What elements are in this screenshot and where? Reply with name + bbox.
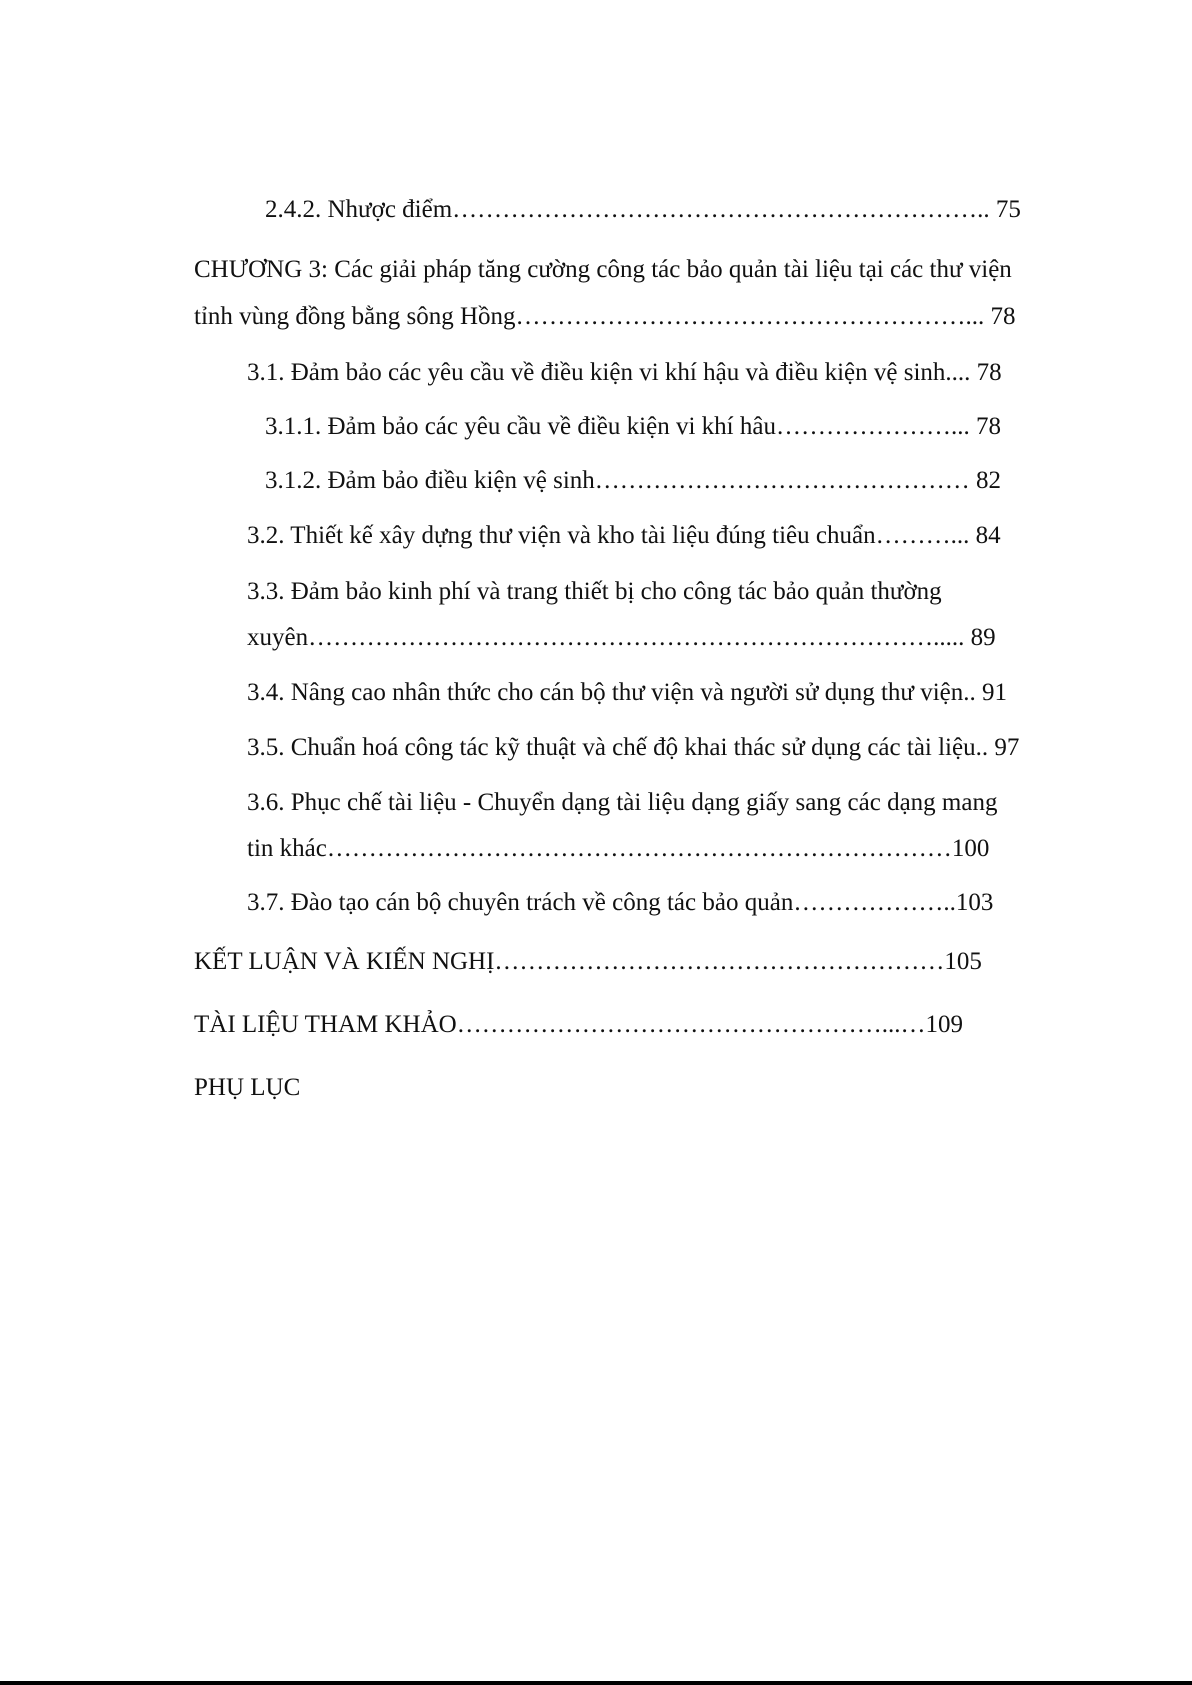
toc-entry-3-1-2: 3.1.2. Đảm bảo điều kiện vệ sinh……………………………………… 82 <box>265 467 1002 494</box>
toc-entry-3-2: 3.2. Thiết kế xây dựng thư viện và kho tài liệu đúng tiêu chuẩn………... 84 <box>247 522 1001 549</box>
bottom-edge-rule <box>0 1681 1192 1685</box>
toc-entry-3-3-line-2: xuyên…………………………………………………………………..... 89 <box>247 624 996 651</box>
toc-entry-references: TÀI LIỆU THAM KHẢO……………………………………………...…109 <box>194 1011 963 1038</box>
toc-entry-3-6-line-2: tin khác…………………………………………………………………100 <box>247 835 990 862</box>
toc-entry-2-4-2: 2.4.2. Nhược điểm……………………………………………………….. 75 <box>265 196 1021 223</box>
toc-entry-3-1: 3.1. Đảm bảo các yêu cầu về điều kiện vi khí hậu và điều kiện vệ sinh.... 78 <box>247 359 1002 386</box>
toc-entry-conclusion: KẾT LUẬN VÀ KIẾN NGHỊ………………………………………………105 <box>194 948 982 975</box>
toc-entry-3-7: 3.7. Đào tạo cán bộ chuyên trách về công tác bảo quản………………..103 <box>247 889 994 916</box>
toc-entry-3-4: 3.4. Nâng cao nhân thức cho cán bộ thư viện và người sử dụng thư viện.. 91 <box>247 679 1007 706</box>
toc-entry-3-6-line-1: 3.6. Phục chế tài liệu - Chuyển dạng tài liệu dạng giấy sang các dạng mang <box>247 789 998 816</box>
toc-entry-3-5: 3.5. Chuẩn hoá công tác kỹ thuật và chế độ khai thác sử dụng các tài liệu.. 97 <box>247 734 1020 761</box>
toc-entry-appendix: PHỤ LỤC <box>194 1074 301 1101</box>
toc-entry-chapter-3-line-2: tỉnh vùng đồng bằng sông Hồng………………………………………………... 78 <box>194 303 1016 330</box>
toc-entry-chapter-3-line-1: CHƯƠNG 3: Các giải pháp tăng cường công tác bảo quản tài liệu tại các thư viện <box>194 256 1012 283</box>
toc-entry-3-1-1: 3.1.1. Đảm bảo các yêu cầu về điều kiện vi khí hâu…………………... 78 <box>265 413 1001 440</box>
toc-entry-3-3-line-1: 3.3. Đảm bảo kinh phí và trang thiết bị cho công tác bảo quản thường <box>247 578 942 605</box>
